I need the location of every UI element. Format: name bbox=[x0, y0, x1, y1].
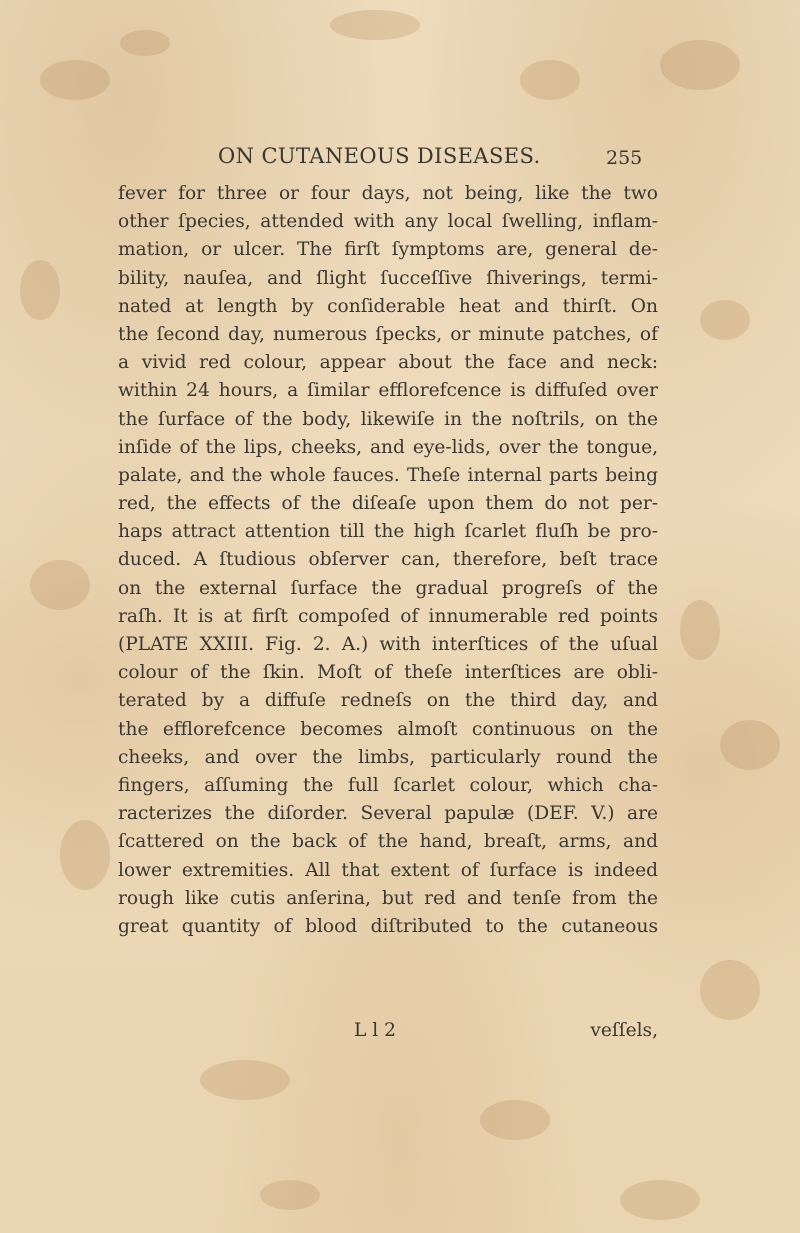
text-line: nated at length by conſiderable heat and thirſt. On bbox=[118, 295, 658, 317]
text-line: terated by a diffuſe redneſs on the third day, and bbox=[118, 690, 658, 712]
text-line: colour of the ſkin. Moſt of theſe interſtices are obli- bbox=[118, 662, 658, 684]
text-line: bility, nauſea, and ſlight ſucceſſive ſhiverings, termi- bbox=[118, 267, 658, 289]
body-text bbox=[118, 180, 658, 941]
text-line: cheeks, and over the limbs, particularly round the bbox=[118, 746, 658, 768]
signature-mark: L l 2 bbox=[354, 1020, 396, 1041]
text-line: great quantity of blood diſtributed to the cutaneous bbox=[118, 915, 658, 937]
text-line: red, the effects of the diſeaſe upon them do not per- bbox=[118, 493, 658, 515]
text-line: mation, or ulcer. The firſt ſymptoms are, general de- bbox=[118, 239, 658, 261]
text-line: rough like cutis anſerina, but red and tenſe from the bbox=[118, 887, 658, 909]
text-line: within 24 hours, a ſimilar efflorefcence is diffuſed over bbox=[118, 380, 658, 402]
text-line: inſide of the lips, cheeks, and eye-lids, over the tongue, bbox=[118, 436, 658, 458]
text-line: racterizes the diſorder. Several papulæ (DEF. V.) are bbox=[118, 803, 658, 825]
text-line: the ſecond day, numerous ſpecks, or minute patches, of bbox=[118, 323, 658, 345]
running-head bbox=[0, 144, 800, 174]
text-line: haps attract attention till the high ſcarlet fluſh be pro- bbox=[118, 521, 658, 543]
text-line: duced. A ſtudious obſerver can, therefore, beſt trace bbox=[118, 549, 658, 571]
text-line: other ſpecies, attended with any local ſwelling, inflam- bbox=[118, 211, 658, 233]
text-line: fingers, aſſuming the full ſcarlet colour, which cha- bbox=[118, 774, 658, 796]
text-line: the efflorefcence becomes almoſt continuous on the bbox=[118, 718, 658, 740]
text-line: fever for three or four days, not being, like the two bbox=[118, 183, 658, 204]
text-line: a vivid red colour, appear about the face and neck: bbox=[118, 352, 658, 374]
page-footer bbox=[118, 1020, 658, 1050]
page-number: 255 bbox=[606, 147, 643, 169]
text-line: raſh. It is at firſt compoſed of innumerable red points bbox=[118, 605, 658, 627]
running-title: ON CUTANEOUS DISEASES. bbox=[218, 144, 541, 168]
catchword: veſſels, bbox=[590, 1020, 658, 1041]
text-line: ſcattered on the back of the hand, breaſt, arms, and bbox=[118, 831, 658, 853]
text-line: the ſurface of the body, likewiſe in the noſtrils, on the bbox=[118, 408, 658, 430]
text-line: lower extremities. All that extent of ſurface is indeed bbox=[118, 859, 658, 881]
text-line: palate, and the whole fauces. Theſe internal parts being bbox=[118, 464, 658, 486]
text-line: on the external ſurface the gradual progreſs of the bbox=[118, 577, 658, 599]
text-line: (PLATE XXIII. Fig. 2. A.) with interſtices of the uſual bbox=[118, 634, 658, 655]
